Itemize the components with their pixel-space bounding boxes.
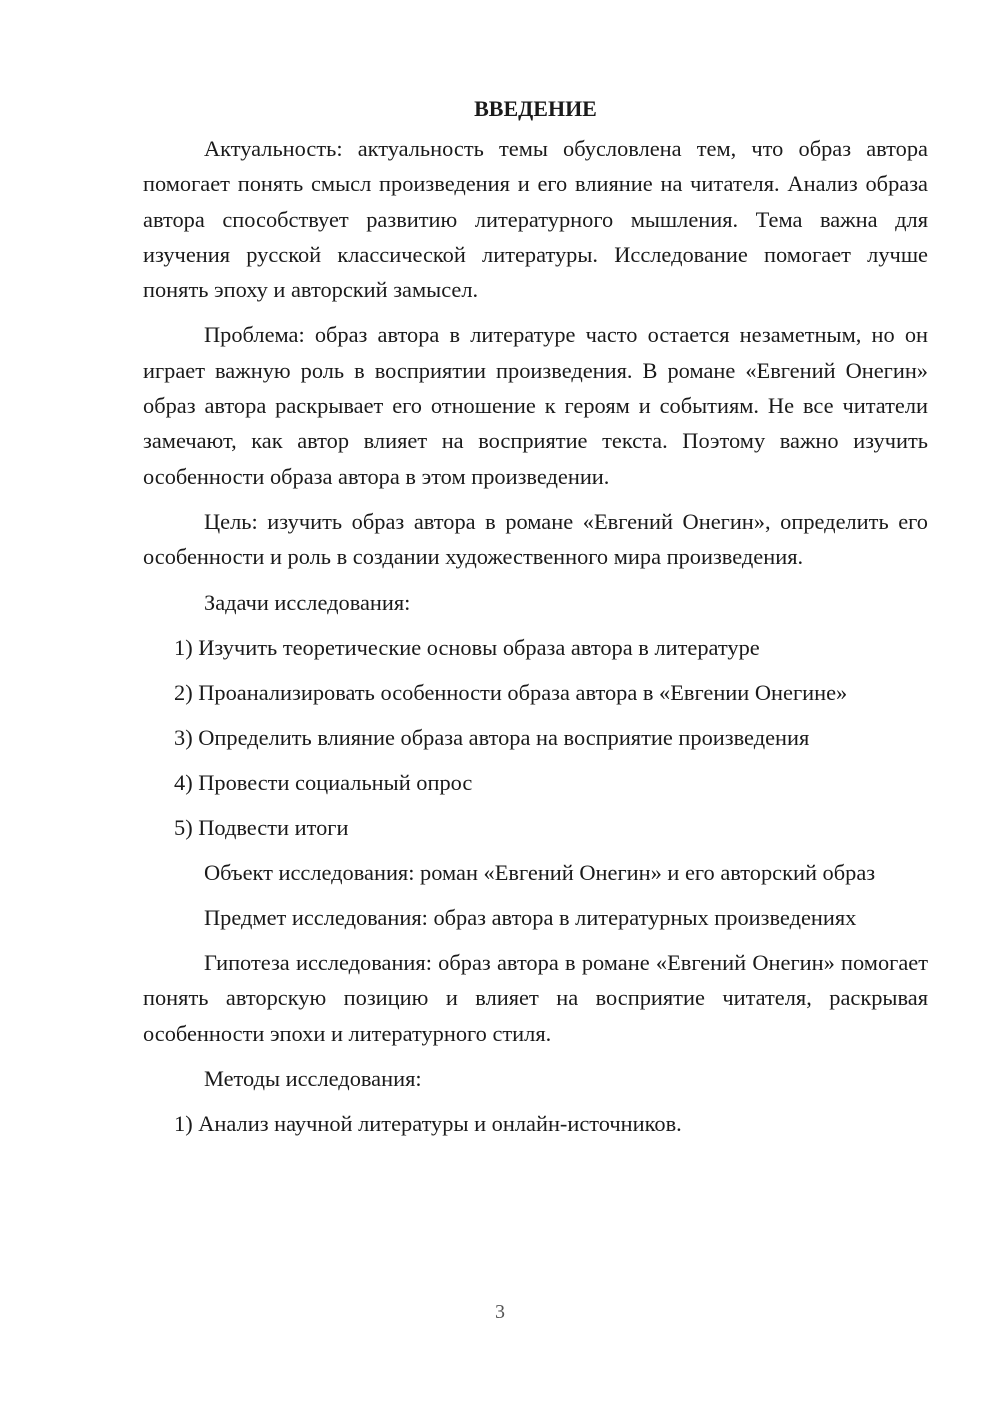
tasks-heading: Задачи исследования: [204,589,411,615]
object-paragraph: Объект исследования: роман «Евгений Онегин» и его авторский образ [204,859,876,885]
subject-paragraph: Предмет исследования: образ автора в литературных произведениях [204,904,857,930]
hypothesis-paragraph: Гипотеза исследования: образ автора в романе «Евгений Онегин» помогает понять авторскую позицию и влияет на восприятие читателя, раскрывая особенности эпохи и литературного стиля. [143,950,928,1046]
list-item: 1) Изучить теоретические основы образа автора в литературе [174,634,760,660]
list-item: 3) Определить влияние образа автора на восприятие произведения [174,724,810,750]
list-item: 2) Проанализировать особенности образа автора в «Евгении Онегине» [174,679,848,705]
tasks-list [143,630,928,845]
section-title: ВВЕДЕНИЕ [474,96,597,121]
relevance-paragraph: Актуальность: актуальность темы обусловлена тем, что образ автора помогает понять смысл произведения и его влияние на читателя. Анализ образа автора способствует развитию литературного мышления. Тема важна для изучения русской классической литературы. Исследование помогает лучше понять эпоху и авторский замысел. [143,136,928,303]
list-item: 1) Анализ научной литературы и онлайн-источников. [174,1111,682,1137]
page-number: 3 [495,1301,505,1323]
list-item: 4) Провести социальный опрос [174,769,473,795]
methods-list [143,1106,928,1141]
problem-paragraph: Проблема: образ автора в литературе часто остается незаметным, но он играет важную роль в восприятии произведения. В романе «Евгений Онегин» образ автора раскрывает его отношение к героям и событиям. Не все читатели замечают, как автор влияет на восприятие текста. Поэтому важно изучить особенности образа автора в этом произведении. [143,322,928,489]
methods-heading: Методы исследования: [204,1066,422,1092]
goal-paragraph: Цель: изучить образ автора в романе «Евгений Онегин», определить его особенности и роль в создании художественного мира произведения. [143,508,928,570]
document-page [143,92,928,1151]
list-item: 5) Подвести итоги [174,814,349,840]
